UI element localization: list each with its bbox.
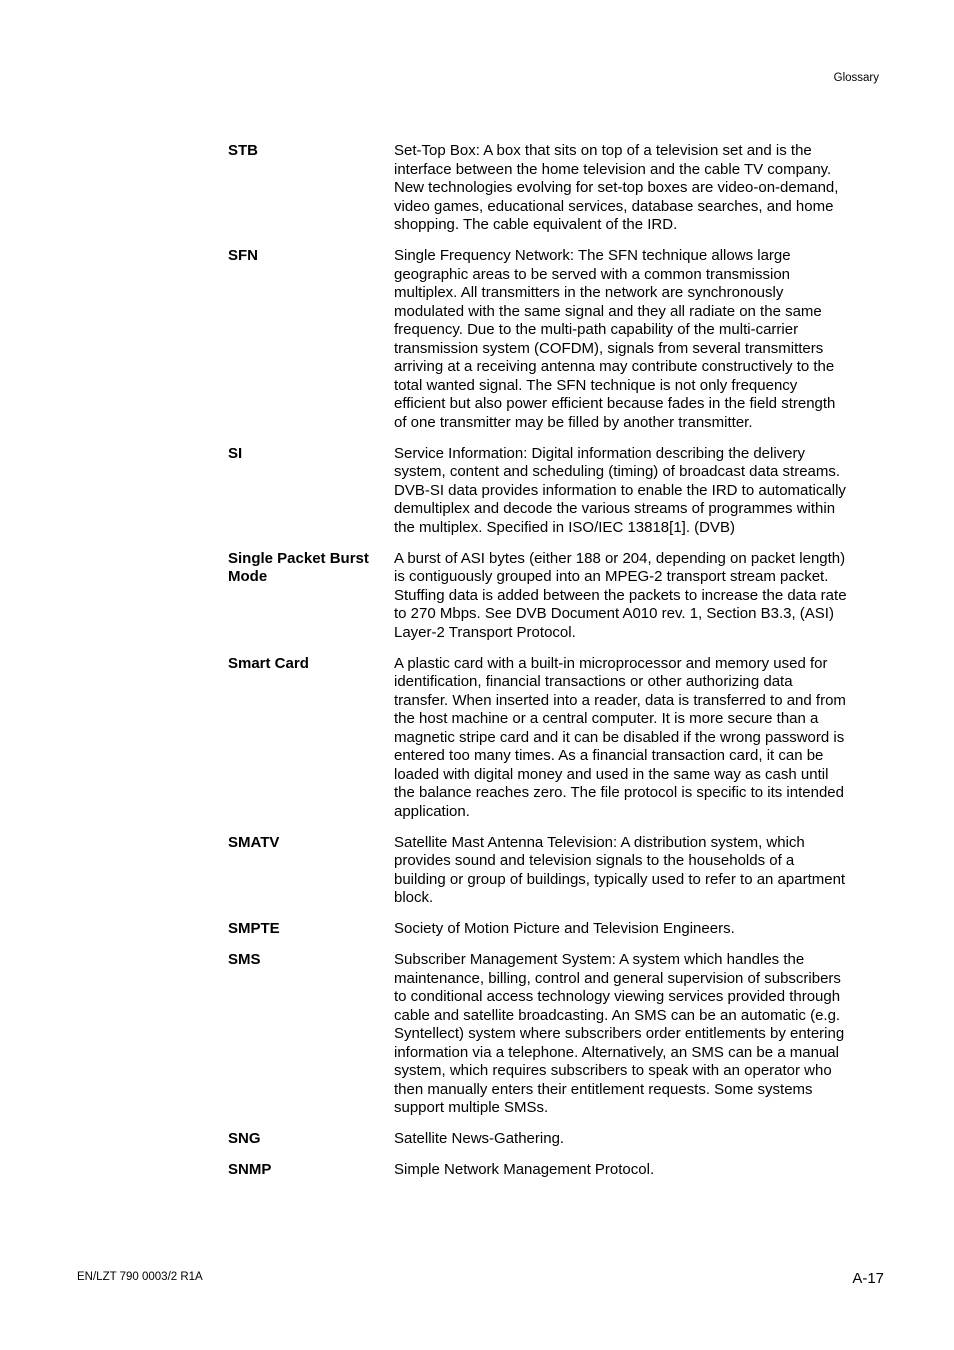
definition-line: to 270 Mbps. See DVB Document A010 rev. 1, Section B3.3, (ASI): [394, 605, 834, 622]
definition-line: New technologies evolving for set-top boxes are video-on-demand,: [394, 179, 839, 196]
definition-line: Single Frequency Network: The SFN technique allows large: [394, 247, 791, 264]
definition-line: efficient but also power efficient because fades in the field strength: [394, 395, 836, 412]
definition-line: Satellite News-Gathering.: [394, 1130, 565, 1147]
glossary-entry: [228, 655, 928, 822]
definition-line: total wanted signal. The SFN technique is not only frequency: [394, 376, 798, 394]
definition-line: shopping. The cable equivalent of the IRD.: [394, 216, 678, 233]
glossary-term: SMPTE: [228, 920, 280, 937]
definition-line: transmission system (COFDM), signals from several transmitters: [394, 339, 824, 357]
definition-line: magnetic stripe card and it can be disabled if the wrong password is: [394, 728, 845, 746]
definition-line: then manually enters their entitlement requests. Some systems: [394, 1080, 813, 1098]
definition-line: to conditional access technology viewing services provided through: [394, 988, 841, 1005]
glossary-term: STB: [228, 142, 258, 159]
glossary-list: [228, 142, 928, 1192]
glossary-term: Smart Card: [228, 654, 309, 672]
glossary-entry: [228, 951, 928, 1118]
glossary-term: SNG: [228, 1130, 261, 1147]
definition-line: Society of Motion Picture and Television Engineers.: [394, 920, 735, 937]
definition-line: Service Information: Digital information describing the delivery: [394, 444, 806, 462]
footer-page-number: A-17: [852, 1270, 884, 1287]
glossary-definition: [394, 445, 846, 538]
glossary-term: SFN: [228, 247, 258, 264]
definition-line: transfer. When inserted into a reader, data is transferred to and from: [394, 691, 846, 709]
glossary-entry: [228, 550, 928, 643]
glossary-entry: [228, 445, 928, 538]
definition-line: geographic areas to be served with a common transmission: [394, 265, 791, 283]
glossary-definition: [394, 550, 847, 643]
definition-line: DVB-SI data provides information to enable the IRD to automatically: [394, 481, 846, 499]
glossary-term: SI: [228, 444, 243, 462]
definition-line: frequency. Due to the multi-path capability of the multi-carrier: [394, 321, 799, 338]
glossary-entry: [228, 247, 928, 432]
definition-line: entered too many times. As a financial transaction card, it can be: [394, 747, 824, 764]
definition-line: information via a telephone. Alternatively, an SMS can be a manual: [394, 1043, 839, 1061]
glossary-term: Single Packet Burst Mode: [228, 549, 369, 585]
definition-line: maintenance, billing, control and general supervision of subscribers: [394, 969, 841, 987]
definition-line: system, which requires subscribers to speak with an operator who: [394, 1062, 832, 1079]
definition-line: cable and satellite broadcasting. An SMS can be an automatic (e.g.: [394, 1006, 841, 1024]
definition-line: demultiplex and decode the various streams of programmes within: [394, 500, 836, 517]
definition-line: support multiple SMSs.: [394, 1099, 549, 1116]
glossary-entry: [228, 1161, 928, 1180]
footer-document-id: EN/LZT 790 0003/2 R1A: [77, 1271, 203, 1283]
definition-line: application.: [394, 802, 470, 820]
definition-line: video games, educational services, database searches, and home: [394, 197, 834, 215]
definition-line: is contiguously grouped into an MPEG-2 transport stream packet.: [394, 568, 829, 585]
glossary-definition: [394, 655, 846, 822]
definition-line: the balance reaches zero. The file protocol is specific to its intended: [394, 784, 844, 801]
definition-line: Set-Top Box: A box that sits on top of a television set and is the: [394, 142, 812, 159]
definition-line: system, content and scheduling (timing) of broadcast data streams.: [394, 463, 841, 480]
definition-line: multiplex. All transmitters in the network are synchronously: [394, 284, 784, 301]
glossary-term: SNMP: [228, 1161, 272, 1178]
glossary-definition: [394, 142, 838, 235]
definition-line: Simple Network Management Protocol.: [394, 1161, 655, 1178]
glossary-definition: [394, 951, 844, 1118]
running-header-section: Glossary: [833, 72, 879, 84]
definition-line: Stuffing data is added between the packets to increase the data rate: [394, 586, 847, 604]
definition-line: block.: [394, 889, 434, 906]
definition-line: the multiplex. Specified in ISO/IEC 13818[1]. (DVB): [394, 518, 735, 536]
glossary-definition: [394, 1130, 564, 1149]
glossary-entry: [228, 834, 928, 908]
glossary-definition: [394, 247, 835, 432]
definition-line: modulated with the same signal and they all radiate on the same: [394, 302, 822, 320]
glossary-definition: [394, 920, 735, 939]
glossary-definition: [394, 1161, 654, 1180]
definition-line: loaded with digital money and used in the same way as cash until: [394, 765, 829, 783]
definition-line: Syntellect) system where subscribers order entitlements by entering: [394, 1025, 845, 1042]
definition-line: Subscriber Management System: A system which handles the: [394, 951, 805, 968]
glossary-definition: [394, 834, 845, 908]
definition-line: Satellite Mast Antenna Television: A distribution system, which: [394, 833, 805, 851]
definition-line: the host machine or a central computer. It is more secure than a: [394, 710, 819, 727]
definition-line: A burst of ASI bytes (either 188 or 204, depending on packet length): [394, 549, 846, 567]
glossary-term: SMS: [228, 951, 261, 968]
definition-line: building or group of buildings, typically used to refer to an apartment: [394, 870, 846, 888]
definition-line: provides sound and television signals to the households of a: [394, 852, 795, 869]
definition-line: interface between the home television and the cable TV company.: [394, 160, 832, 178]
glossary-entry: [228, 142, 928, 235]
definition-line: A plastic card with a built-in microprocessor and memory used for: [394, 654, 828, 672]
glossary-entry: [228, 920, 928, 939]
glossary-term: SMATV: [228, 833, 280, 851]
glossary-entry: [228, 1130, 928, 1149]
definition-line: identification, financial transactions or other authorizing data: [394, 673, 793, 690]
definition-line: of one transmitter may be filled by another transmitter.: [394, 413, 753, 431]
definition-line: arriving at a receiving antenna may contribute constructively to the: [394, 358, 835, 375]
definition-line: Layer-2 Transport Protocol.: [394, 623, 576, 641]
